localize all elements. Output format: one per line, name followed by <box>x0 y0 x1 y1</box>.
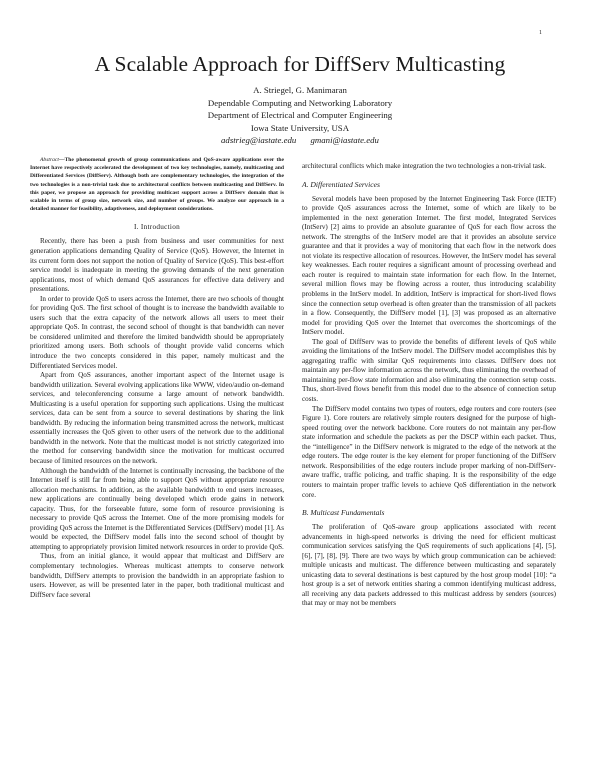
left-column <box>30 156 284 600</box>
author-email-1[interactable]: adstrieg@iastate.edu <box>221 135 297 146</box>
author-department: Department of Electrical and Computer Engineering <box>207 110 393 121</box>
author-emails <box>0 134 600 147</box>
intro-paragraph: In order to provide QoS to users across the Internet, there are two schools of thought for providing QoS. The first school of thought is to increase the bandwidth available to users such that the extra capacity of the network allows all users to meet their appropriate QoS. In contrast, the second school of thought is that bandwidth can never be considered unlimited and therefore the limited bandwidth should be appropriately prioritized among users. Both schools of thought provide valid concerns which introduce the two concepts considered in this paper, namely multicast and the Differentiated Services model. <box>30 294 284 370</box>
intro-paragraph: Although the bandwidth of the Internet is continually increasing, the backbone of the Internet itself is still far from being able to support QoS without appropriate resource allocation mechanisms. In addition, as the available bandwidth to end users increases, new applications are continually being developed which erode gains in network capacity. Thus, for the forseeable future, some form of resource provisioning is necessary to provide QoS across the Internet. One of the more promising models for providing QoS across the Internet is the Differentiated Services (DiffServ) model [1]. As would be expected, the DiffServ model falls into the second school of thought by attempting to appropriately provision limited network resources in order to provide QoS. <box>30 466 284 551</box>
abstract-lead: Abstract <box>40 157 59 163</box>
intro-paragraph: Apart from QoS assurances, another important aspect of the Internet usage is bandwidth utilization. Several evolving applications like WWW, video/audio on-demand services, and teleconferencing consume a large amount of network bandwidth. Multicasting is a useful operation for supporting such applications. Using the multicast services, data can be sent from a source to several destinations by sharing the link bandwidth. By reducing the information being transmitted across the network, multicast essentially increases the QoS given to other users of the network due to the additional bandwidth in the network. Note that the multicast model is not strictly categorized into the method for conserving bandwidth since the motivation for multicast occurred because of limited resources on the network. <box>30 371 284 465</box>
abstract-text: —The phenomenal growth of group communications and QoS-aware applications over the Internet have respectively accelerated the development of two key technologies, namely, multicasting and Differentiated Services (DiffServ). Although both are complementary technologies, the integration of the two technologies is a non-trivial task due to architectural conflicts between multicasting and DiffServ. In this paper, we propose an approach for providing multicast support across a DiffServ domain that is scalable in terms of group size, network size, and number of groups. We analyze our approach in a detailed manner for feasibility, adaptiveness, and deployment considerations. <box>30 157 284 213</box>
subsection-heading-multicast: B. Multicast Fundamentals <box>302 508 385 518</box>
subsection-heading-diffserv: A. Differentiated Services <box>302 179 380 189</box>
intro-paragraph: Thus, from an initial glance, it would appear that multicast and DiffServ are complementary technologies. Whereas multicast attempts to conserve network bandwidth, DiffServ attempts to provision the bandwidth in an appropriate fashion to users. However, as will be presented later in the paper, both traditional multicast and DiffServ face several <box>30 552 284 599</box>
right-column <box>302 162 556 609</box>
author-university: Iowa State University, USA <box>250 122 350 133</box>
multicast-paragraph: The proliferation of QoS-aware group applications associated with recent advancements in high-speed networks is driving the need for efficient multicast communication services satisfying the QoS requirements of such applications [4], [5], [6], [7], [8], [9]. There are two ways by which group communication can be achieved: multiple unicasts and multicast. The difference between multicasting and separately unicasting data to several destinations is best captured by the host group model [10]: “a host group is a set of network entities sharing a common identifying multicast address, all receiving any data packets addressed to this multicast address by senders (sources) that may or may not be members <box>302 523 556 608</box>
diffserv-paragraph: The DiffServ model contains two types of routers, edge routers and core routers (see Figure 1). Core routers are relatively simple routers designed for the purpose of high-speed routing over the network backbone. Core routers do not maintain any per-flow state information and schedule the packets as per the DSCP within each packet. Thus, the “intelligence” in the DiffServ network is migrated to the edge of the network at the edge routers. The edge router is the key element for proper functioning of the DiffServ network. Responsibilities of the edge routers include proper marking of non-DiffServ-aware traffic, traffic policing, and traffic shaping. It is the responsibility of the edge routers to maintain proper traffic levels to achieve QoS differentiation in the network core. <box>302 404 556 499</box>
paper-title: A Scalable Approach for DiffServ Multicasting <box>94 52 506 76</box>
abstract <box>30 156 284 213</box>
intro-continuation: architectural conflicts which make integration the two technologies a non-trivial task. <box>302 162 547 170</box>
author-email-2[interactable]: gmani@iastate.edu <box>310 135 379 146</box>
intro-paragraph: Recently, there has been a push from business and user communities for next generation applications demanding Quality of Service (QoS). However, the Internet in its current form does not support the notion of Quality of Service (QoS). This best-effort service model is inadequate in meeting the growing demands of the next generation applications, most of which demand QoS assurances for effective data delivery and presentations. <box>30 237 284 294</box>
section-heading-introduction: I. Introduction <box>133 223 181 232</box>
page-number: 1 <box>539 30 542 36</box>
diffserv-paragraph: Several models have been proposed by the Internet Engineering Task Force (IETF) to provide QoS assurances across the Internet, some of which are likely to be implemented in the next generation Internet. The first model, Integrated Services (IntServ) [2] aims to provide an absolute guarantee of QoS for each flow across the network. The strengths of the IntServ model are that it provides an absolute service guarantee and that it provides a way of monitoring that each flow in the network does not violate its respective allocation of resources. However, the IntServ model has several key weaknesses. Each router requires a significant amount of processing overhead and each router is required to maintain state information for each flow. In the Internet, several million flows may be flowing across a router, thus introducing scalability problems in the IntServ model. In addition, IntServ is impractical for short-lived flows since the connection setup overhead is often greater than the transmission of all packets in a flow. Consequently, the DiffServ model [1], [3] was proposed as an alternative model for providing QoS over the Internet that overcomes the shortcomings of the IntServ model. <box>302 194 556 337</box>
diffserv-paragraph: The goal of DiffServ was to provide the benefits of different levels of QoS while avoiding the limitations of the IntServ model. The DiffServ model accomplishes this by aggregating traffic with similar QoS requirements into classes. DiffServ does not maintain any per-flow information across the network, thus eliminating the overhead of maintaining per-flow state information and also eliminating the connection setup costs. Thus, short-lived flows benefit from this model due to the absence of connection setup costs. <box>302 337 556 404</box>
author-lab: Dependable Computing and Networking Laboratory <box>207 97 393 108</box>
author-names: A. Striegel, G. Manimaran <box>253 85 347 95</box>
author-block <box>0 84 600 147</box>
